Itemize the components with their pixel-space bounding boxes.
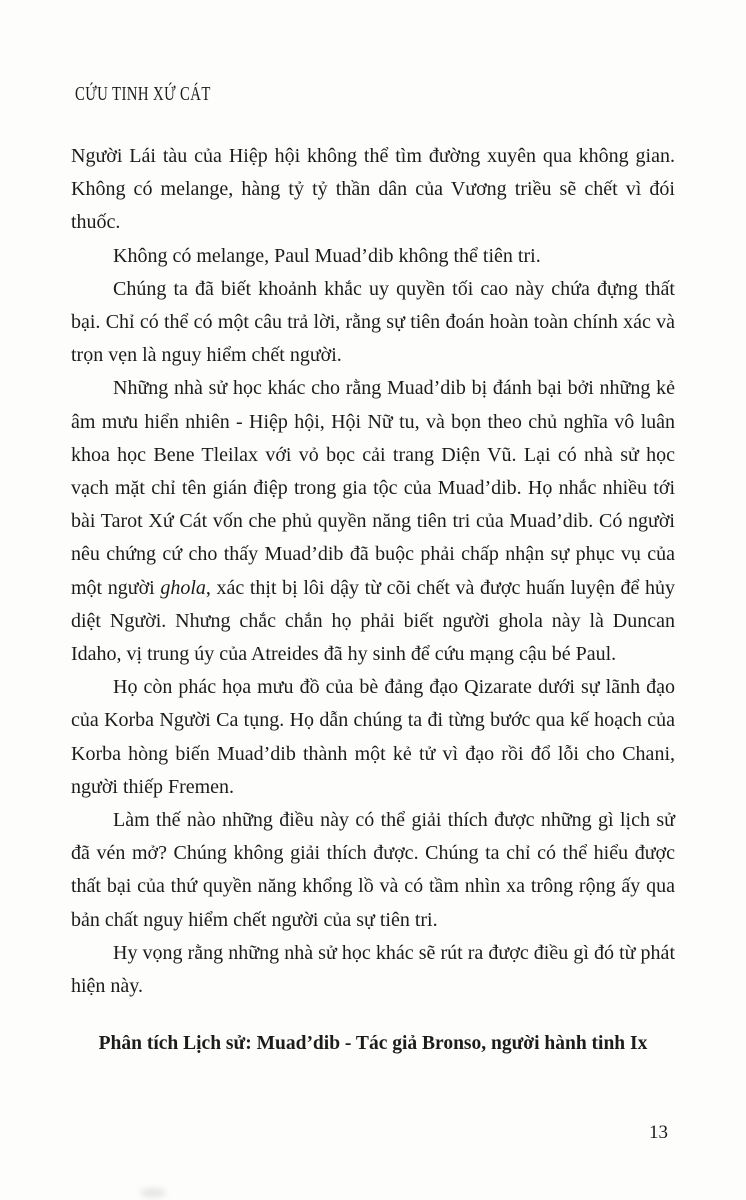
attribution-line: Phân tích Lịch sử: Muad’dib - Tác giả Bronso, người hành tinh Ix: [98, 1033, 648, 1055]
text-segment: Làm thế nào những điều này có thể giải thích được những gì lịch sử đã vén mở? Chúng không giải thích được. Chúng ta chỉ có thể hiểu được thất bại của thứ quyền năng khổng lồ và có tầm nhìn xa trông rộng ấy qua bản chất nguy hiểm chết người của sự tiên tri.: [71, 809, 675, 931]
body-paragraph: [71, 273, 675, 373]
italic-term: ghola: [160, 576, 206, 599]
text-segment: Người Lái tàu của Hiệp hội không thể tìm đường xuyên qua không gian. Không có melange, hàng tỷ tỷ thần dân của Vương triều sẽ chết vì đói thuốc.: [71, 145, 675, 234]
running-head: CỨU TINH XỨ CÁT: [75, 82, 211, 105]
body-paragraph: [71, 372, 675, 671]
text-segment: Hy vọng rằng những nhà sử học khác sẽ rút ra được điều gì đó từ phát hiện này.: [71, 941, 675, 998]
body-paragraph: [71, 671, 675, 804]
text-segment: Những nhà sử học khác cho rằng Muad’dib bị đánh bại bởi những kẻ âm mưu hiển nhiên - Hiệp hội, Hội Nữ tu, và bọn theo chủ nghĩa vô luân khoa học Bene Tleilax với vỏ bọc cải trang Diện Vũ. Lại có nhà sử học vạch mặt chỉ tên gián điệp trong gia tộc của Muad’dib. Họ nhắc nhiều tới bài Tarot Xứ Cát vốn che phủ quyền năng tiên tri của Muad’dib. Có người nêu chứng cứ cho thấy Muad’dib đã buộc phải chấp nhận sự phục vụ của một người: [71, 377, 675, 599]
text-segment: Chúng ta đã biết khoảnh khắc uy quyền tối cao này chứa đựng thất bại. Chỉ có thể có một câu trả lời, rằng sự tiên đoán hoàn toàn chính xác và trọn vẹn là nguy hiểm chết người.: [71, 277, 675, 367]
body-paragraph: [71, 937, 675, 1003]
text-segment: , xác thịt bị lôi dậy từ cõi chết và được huấn luyện để hủy diệt Người. Nhưng chắc chắn họ phải biết người ghola này là Duncan Idaho, vị trung úy của Atreides đã hy sinh để cứu mạng cậu bé Paul.: [71, 576, 675, 666]
page-body: [71, 140, 675, 1060]
body-paragraph: [71, 140, 675, 240]
scan-smudge: [140, 1188, 166, 1198]
paragraphs-container: [71, 140, 675, 1003]
page-number: 13: [649, 1122, 668, 1143]
body-paragraph: [71, 240, 675, 273]
text-segment: Không có melange, Paul Muad’dib không thể tiên tri.: [113, 244, 541, 267]
text-segment: Họ còn phác họa mưu đồ của bè đảng đạo Qizarate dưới sự lãnh đạo của Korba Người Ca tụng. Họ dẫn chúng ta đi từng bước qua kế hoạch của Korba hòng biến Muad’dib thành một kẻ tử vì đạo rồi đổ lỗi cho Chani, người thiếp Fremen.: [71, 676, 675, 798]
body-paragraph: [71, 804, 675, 937]
